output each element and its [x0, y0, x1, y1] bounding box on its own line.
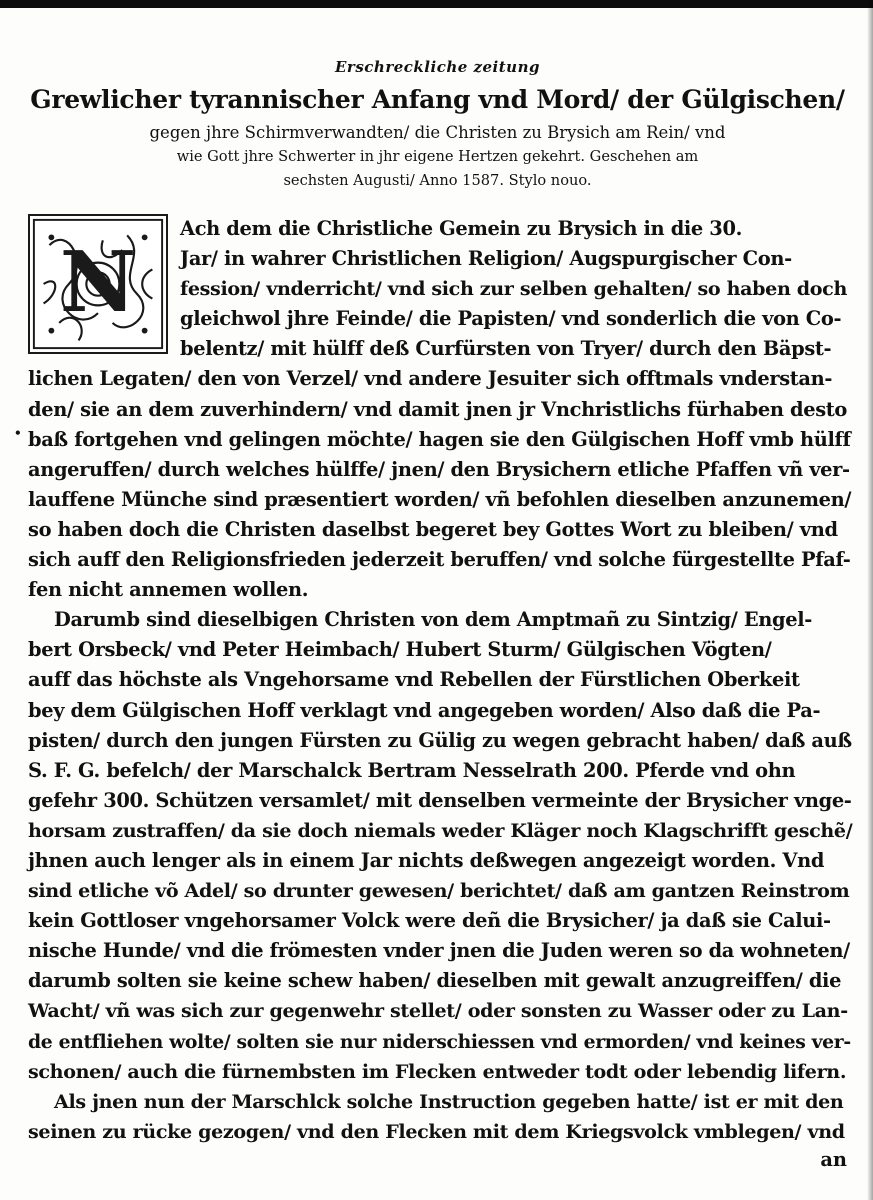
margin-mark: • [14, 426, 22, 440]
text-line: seinen zu rücke gezogen/ vnd den Flecken mit dem Kriegsvolck vmblegen/ vnd [28, 1119, 845, 1143]
text-line: gleichwol jhre Feinde/ die Papisten/ vnd sonderlich die von Co- [180, 307, 842, 331]
text-line: Als jnen nun der Marschlck solche Instruction gegeben hatte/ ist er mit den [54, 1089, 844, 1113]
text-line: darumb solten sie keine schew haben/ dieselben mit gewalt anzugreiffen/ die [28, 969, 842, 993]
subline-1: gegen jhre Schirmverwandten/ die Christen zu Brysich am Rein/ vnd [149, 123, 726, 142]
text-line: horsam zustraffen/ da sie doch niemals weder Kläger noch Klagschrifft geschẽ/ [28, 818, 853, 842]
body-text [28, 214, 854, 1147]
text-line: Wacht/ vñ was sich zur gegenwehr stellet/ oder sonsten zu Wasser oder zu Lan- [28, 999, 848, 1023]
text-line: schonen/ auch die fürnembsten im Flecken entweder todt oder lebendig lifern. [28, 1059, 847, 1083]
text-line: sich auff den Religionsfrieden jederzeit beruffen/ vnd solche fürgestellte Pfaf- [28, 548, 851, 572]
text-line: fession/ vnderricht/ vnd sich zur selben gehalten/ so haben doch [180, 277, 847, 301]
text-line: gefehr 300. Schützen versamlet/ mit denselben vermeinte der Brysicher vnge- [28, 788, 852, 812]
text-line: angeruffen/ durch welches hülffe/ jnen/ den Brysichern etliche Pfaffen vñ ver- [28, 457, 850, 481]
subline-3: sechsten Augusti/ Anno 1587. Stylo nouo. [283, 172, 592, 189]
text-line: S. F. G. befelch/ der Marschalck Bertram Nesselrath 200. Pferde vnd ohn [28, 758, 796, 782]
text-line: Darumb sind dieselbigen Christen von dem Amptmañ zu Sintzig/ Engel- [54, 608, 812, 632]
scan-top-edge [0, 0, 873, 8]
drop-cap-letter: N [59, 233, 137, 332]
text-line: auff das höchste als Vngehorsame vnd Rebellen der Fürstlichen Oberkeit [28, 668, 800, 692]
kicker-title: Erschreckliche zeitung [335, 58, 540, 76]
text-line: lauffene Münche sind præsentiert worden/ vñ befohlen dieselben anzunemen/ [28, 487, 852, 511]
text-line: lichen Legaten/ den von Verzel/ vnd andere Jesuiter sich offtmals vnderstan- [28, 367, 833, 391]
text-line: bey dem Gülgischen Hoff verklagt vnd angegeben worden/ Also daß die Pa- [28, 698, 821, 722]
text-line: de entfliehen wolte/ solten sie nur niderschiessen vnd ermorden/ vnd keines ver- [28, 1030, 851, 1053]
text-line: sind etliche võ Adel/ so drunter gewesen/ berichtet/ daß am gantzen Reinstrom [28, 879, 850, 903]
text-line: belentz/ mit hülff deß Curfürsten von Tryer/ durch den Bäpst- [180, 337, 832, 361]
text-line: so haben doch die Christen daselbst begeret bey Gottes Wort zu bleiben/ vnd [28, 517, 838, 541]
scan-right-edge [867, 0, 873, 1200]
text-line: Jar/ in wahrer Christlichen Religion/ Augspurgischer Con- [180, 247, 792, 271]
catchword: an [820, 1148, 847, 1171]
text-line: Ach dem die Christliche Gemein zu Brysich in die 30. [180, 217, 742, 240]
text-line: fen nicht annemen wollen. [28, 578, 309, 602]
text-line: pisten/ durch den jungen Fürsten zu Gülig zu wegen gebracht haben/ daß auß [28, 728, 852, 752]
subline-2: wie Gott jhre Schwerter in jhr eigene Hertzen gekehrt. Geschehen am [176, 148, 699, 165]
headline: Grewlicher tyrannischer Anfang vnd Mord/ der Gülgischen/ [30, 85, 845, 114]
text-line: baß fortgehen vnd gelingen möchte/ hagen sie den Gülgischen Hoff vmb hülff [28, 427, 851, 451]
text-line: bert Orsbeck/ vnd Peter Heimbach/ Hubert Sturm/ Gülgischen Vögten/ [28, 638, 772, 662]
text-line: kein Gottloser vngehorsamer Volck were deñ die Brysicher/ ja daß sie Calui- [28, 909, 831, 933]
text-line: nische Hunde/ vnd die frömesten vnder jnen die Juden weren so da wohneten/ [28, 939, 850, 963]
title-block [20, 54, 855, 193]
text-line: jhnen auch lenger als in einem Jar nichts deßwegen angezeigt worden. Vnd [28, 848, 825, 872]
text-line: den/ sie an dem zuverhindern/ vnd damit jnen jr Vnchristlichs fürhaben desto [28, 397, 847, 421]
